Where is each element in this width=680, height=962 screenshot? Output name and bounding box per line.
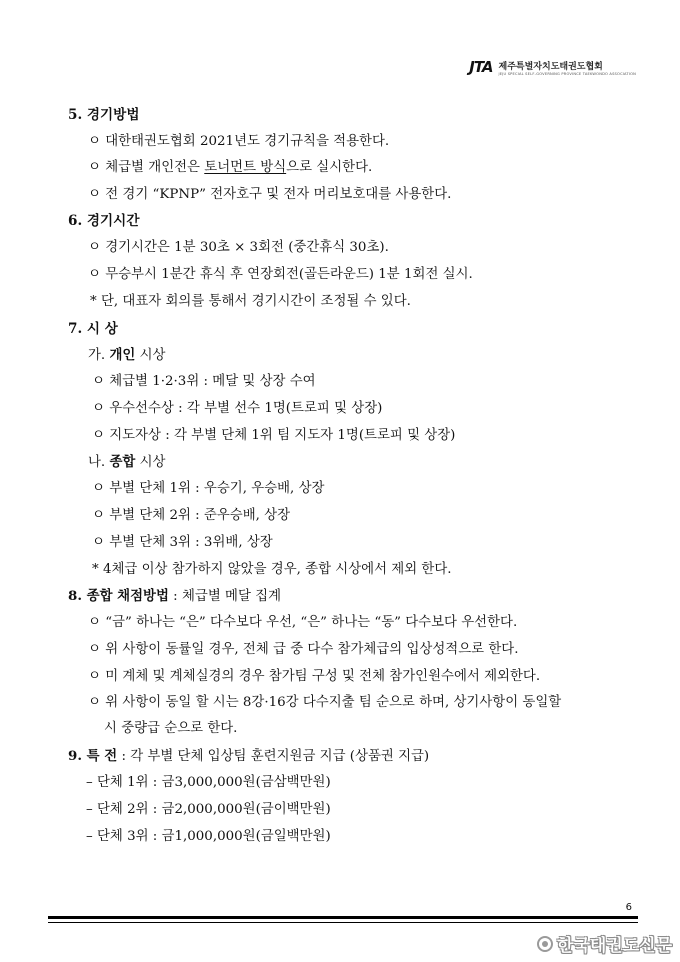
logo-korean: 제주특별자치도태권도협회 (498, 61, 603, 72)
s7-subheading-b (88, 453, 165, 472)
s7-a-prefix: 가. (88, 348, 110, 363)
s9-title-bold: 9. 특 전 (68, 748, 118, 764)
association-logo (469, 58, 636, 76)
s7-a-bold: 개인 (109, 347, 136, 363)
s7-note: * 4체급 이상 참가하지 않았을 경우, 종합 시상에서 제외 한다. (92, 562, 452, 577)
s8-title-suffix: : 체급별 메달 집계 (168, 589, 282, 604)
logo-text (499, 59, 636, 76)
s7-a-item-1: ㅇ 체급별 1·2·3위 : 메달 및 상장 수여 (92, 374, 316, 389)
watermark (537, 931, 672, 956)
section-7-title: 7. 시 상 (68, 321, 118, 337)
logo-mark: JTA (469, 58, 493, 76)
s5-item-2-underlined: 토너먼트 방식 (204, 160, 287, 175)
s7-a-item-2: ㅇ 우수선수상 : 각 부별 선수 1명(트로피 및 상장) (92, 401, 383, 416)
s8-item-4: ㅇ 위 사항이 동일 할 시는 8강·16강 다수지출 팀 순으로 하며, 상기사항이 동일할 (88, 695, 562, 710)
s6-note: * 단, 대표자 회의를 통해서 경기시간이 조정될 수 있다. (90, 294, 411, 309)
s8-item-3: ㅇ 미 계체 및 계체실경의 경우 참가팀 구성 및 전체 참가인원수에서 제외한다. (88, 669, 541, 684)
s8-item-4-continued: 시 중량급 순으로 한다. (104, 721, 238, 736)
s7-b-item-2: ㅇ 부별 단체 2위 : 준우승배, 상장 (92, 508, 291, 523)
s9-item-1: – 단체 1위 : 금3,000,000원(금삼백만원) (86, 775, 331, 790)
s7-b-bold: 종합 (109, 454, 136, 470)
s8-item-2: ㅇ 위 사항이 동률일 경우, 전체 급 중 다수 참가체급의 입상성적으로 한다. (88, 642, 519, 657)
s6-item-1: ㅇ 경기시간은 1분 30초 × 3회전 (중간휴식 30초). (88, 240, 389, 255)
s8-title-bold: 8. 종합 채점방법 (68, 588, 169, 604)
section-5-title: 5. 경기방법 (68, 107, 140, 123)
s7-b-item-3: ㅇ 부별 단체 3위 : 3위배, 상장 (92, 535, 273, 550)
s9-title-suffix: : 각 부별 단체 입상팀 훈련지원금 지급 (상품권 지급) (117, 749, 430, 764)
page-number: 6 (625, 902, 632, 913)
s5-item-2-post: 으로 실시한다. (286, 160, 373, 175)
s7-subheading-a (88, 346, 165, 365)
section-6-title: 6. 경기시간 (68, 213, 140, 229)
s7-b-suffix: 시상 (135, 455, 166, 470)
footer-rule-thick (48, 916, 638, 919)
s5-item-3: ㅇ 전 경기 “KPNP” 전자호구 및 전자 머리보호대를 사용한다. (88, 187, 452, 202)
s5-item-2-pre: ㅇ 체급별 개인전은 (88, 160, 205, 175)
s6-item-2: ㅇ 무승부시 1분간 휴식 후 연장회전(골든라운드) 1분 1회전 실시. (88, 267, 473, 282)
s5-item-2 (88, 159, 372, 177)
s8-item-1: ㅇ “금” 하나는 “은” 다수보다 우선, “은” 하나는 “동” 다수보다 우선한다. (88, 615, 518, 630)
section-9-title (68, 747, 429, 766)
s5-item-1: ㅇ 대한태권도협회 2021년도 경기규칙을 적용한다. (88, 134, 390, 149)
newspaper-logo-icon (537, 936, 553, 952)
s7-b-item-1: ㅇ 부별 단체 1위 : 우승기, 우승배, 상장 (92, 481, 325, 496)
s9-item-3: – 단체 3위 : 금1,000,000원(금일백만원) (86, 829, 331, 844)
s7-a-item-3: ㅇ 지도자상 : 각 부별 단체 1위 팀 지도자 1명(트로피 및 상장) (92, 428, 456, 443)
section-8-title (68, 587, 281, 606)
watermark-text: 한국태권도신문 (557, 936, 672, 956)
footer-rule-thin (48, 922, 638, 923)
s9-item-2: – 단체 2위 : 금2,000,000원(금이백만원) (86, 802, 331, 817)
s7-b-prefix: 나. (88, 455, 110, 470)
logo-english: JEJU SPECIAL SELF-GOVERNING PROVINCE TAEKWONDO ASSOCIATION (498, 71, 636, 76)
s7-a-suffix: 시상 (135, 348, 166, 363)
